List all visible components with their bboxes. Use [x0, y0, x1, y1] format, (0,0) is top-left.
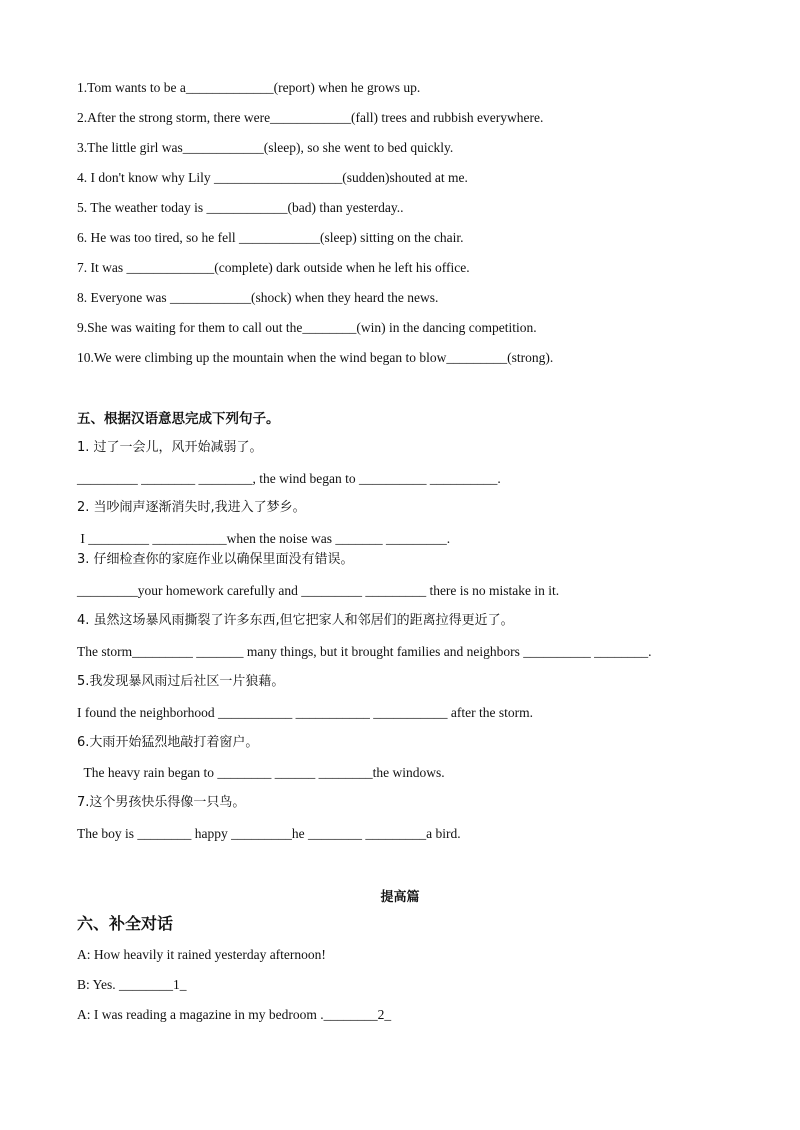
translation-answer-2: I _________ ___________when the noise was _______ _________.	[77, 531, 451, 546]
exercise-item-1: 1.Tom wants to be a_____________(report) when he grows up.	[77, 80, 421, 95]
translation-answer-3: _________your homework carefully and _________ _________ there is no mistake in it.	[77, 583, 560, 598]
section-5-heading: 五、根据汉语意思完成下列句子。	[77, 411, 280, 427]
exercise-item-7: 7. It was _____________(complete) dark outside when he left his office.	[77, 260, 470, 275]
dialogue-line-1: A: How heavily it rained yesterday afternoon!	[77, 947, 326, 962]
exercise-item-8: 8. Everyone was ____________(shock) when they heard the news.	[77, 290, 439, 305]
exercise-item-6: 6. He was too tired, so he fell ____________(sleep) sitting on the chair.	[77, 230, 464, 245]
translation-prompt-4: 4. 虽然这场暴风雨撕裂了许多东西,但它把家人和邻居们的距离拉得更近了。	[77, 613, 514, 628]
exercise-item-3: 3.The little girl was____________(sleep), so she went to bed quickly.	[77, 140, 454, 155]
exercise-item-9: 9.She was waiting for them to call out the________(win) in the dancing competition.	[77, 320, 537, 335]
translation-prompt-2: 2. 当吵闹声逐渐消失时,我进入了梦乡。	[77, 500, 306, 515]
exercise-item-2: 2.After the strong storm, there were____________(fall) trees and rubbish everywhere.	[77, 110, 544, 125]
translation-answer-1: _________ ________ ________, the wind began to __________ __________.	[77, 471, 501, 486]
translation-answer-5: I found the neighborhood ___________ ___________ ___________ after the storm.	[77, 705, 533, 720]
exercise-item-5: 5. The weather today is ____________(bad) than yesterday..	[77, 200, 404, 215]
dialogue-line-2: B: Yes. ________1_	[77, 977, 187, 992]
exercise-item-4: 4. I don't know why Lily ___________________(sudden)shouted at me.	[77, 170, 468, 185]
translation-answer-4: The storm_________ _______ many things, but it brought families and neighbors __________ ________.	[77, 644, 652, 659]
dialogue-line-3: A: I was reading a magazine in my bedroom .________2_	[77, 1007, 392, 1022]
translation-answer-7: The boy is ________ happy _________he ________ _________a bird.	[77, 826, 461, 841]
translation-answer-6: The heavy rain began to ________ ______ ________the windows.	[77, 765, 445, 780]
exercise-item-10: 10.We were climbing up the mountain when the wind began to blow_________(strong).	[77, 350, 554, 365]
translation-prompt-6: 6.大雨开始猛烈地敲打着窗户。	[77, 735, 259, 750]
advanced-section-title: 提高篇	[380, 890, 420, 905]
section-6-heading: 六、补全对话	[77, 914, 174, 933]
translation-prompt-3: 3. 仔细检查你的家庭作业以确保里面没有错误。	[77, 552, 354, 567]
translation-prompt-7: 7.这个男孩快乐得像一只鸟。	[77, 795, 246, 810]
translation-prompt-1: 1. 过了一会儿，风开始减弱了。	[77, 440, 263, 455]
translation-prompt-5: 5.我发现暴风雨过后社区一片狼藉。	[77, 674, 285, 689]
